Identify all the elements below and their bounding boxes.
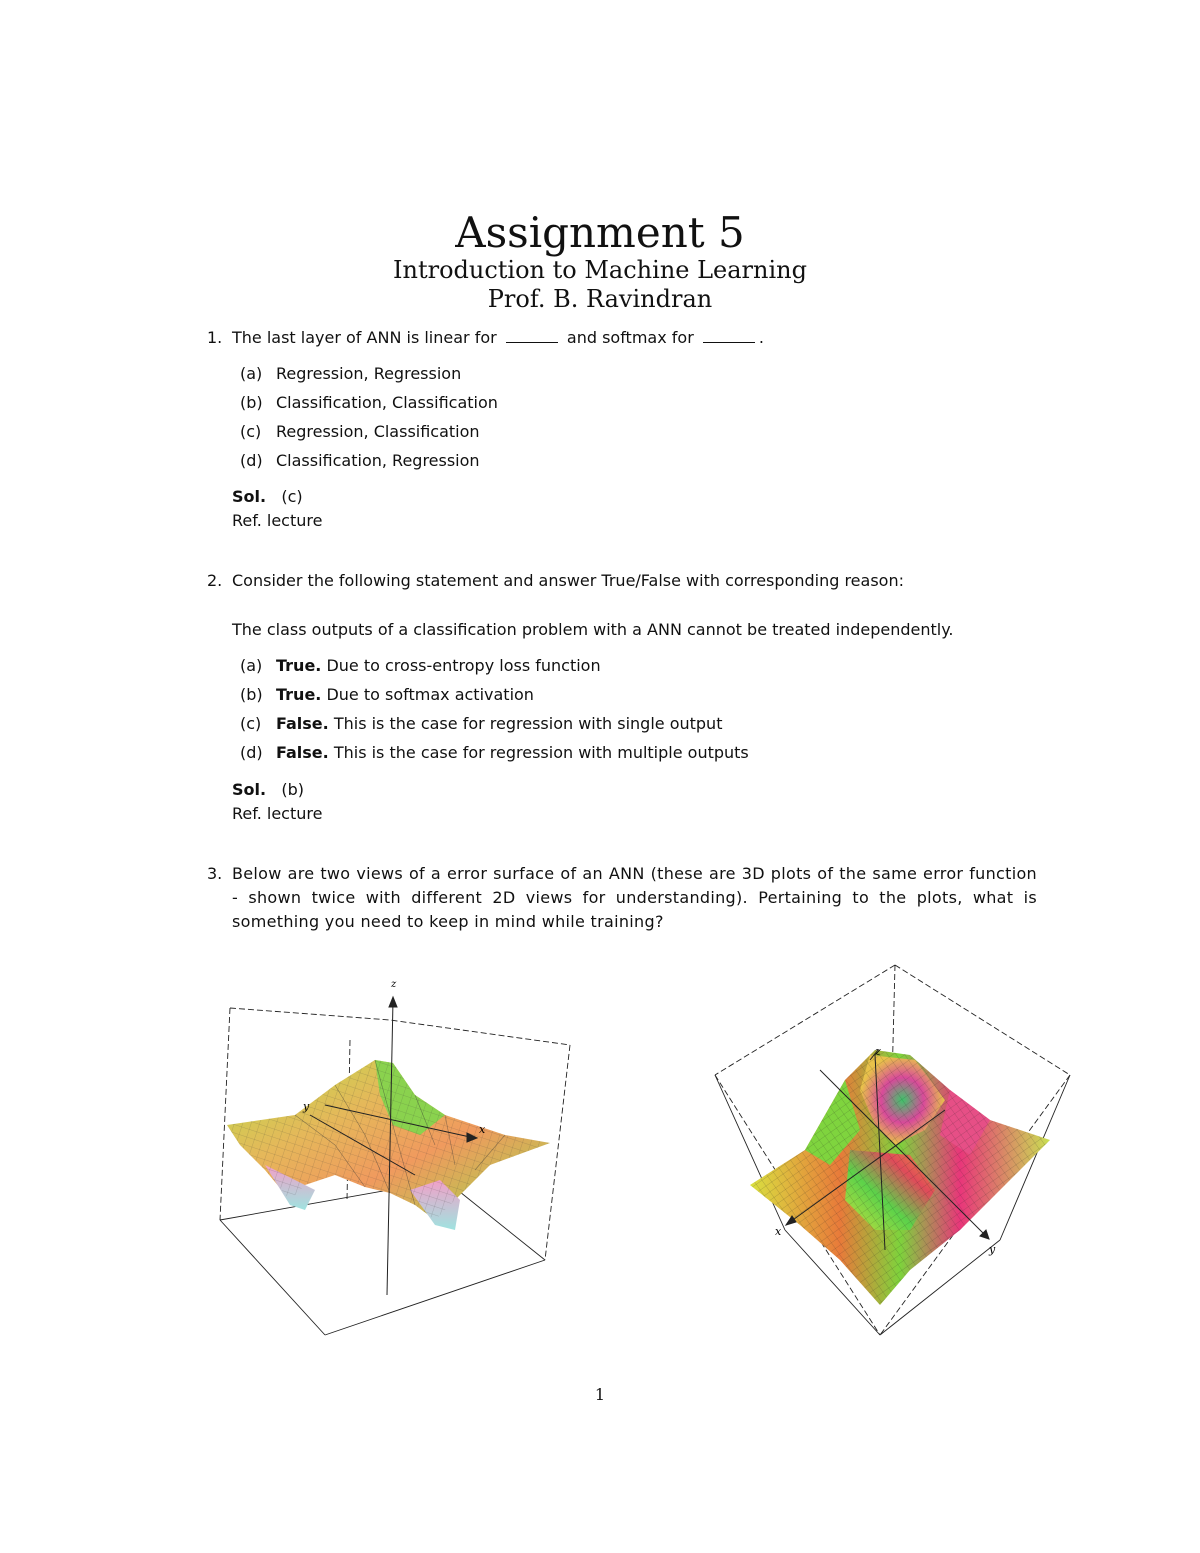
option-label: (c) xyxy=(240,714,262,733)
solution-label: Sol. xyxy=(232,780,267,799)
q2-reference: Ref. lecture xyxy=(232,804,323,823)
question-text: Consider the following statement and answer True/False with corresponding reason: xyxy=(232,571,904,590)
q1-solution xyxy=(232,485,303,509)
axis-y-label: y xyxy=(989,1243,996,1256)
q1-option-a xyxy=(240,362,461,386)
option-label: (d) xyxy=(240,743,263,762)
q1-text-before: The last layer of ANN is linear for xyxy=(232,328,497,347)
q2-solution xyxy=(232,778,304,802)
blank-line xyxy=(703,330,755,343)
q1-text-mid: and softmax for xyxy=(566,328,694,347)
option-lead: True. xyxy=(276,685,322,704)
error-surface-view-1 xyxy=(215,975,575,1340)
option-text: This is the case for regression with multiple outputs xyxy=(333,743,749,762)
option-text: Due to softmax activation xyxy=(326,685,534,704)
option-lead: True. xyxy=(276,656,322,675)
page-title: Assignment 5 xyxy=(455,208,745,257)
solution-label: Sol. xyxy=(232,487,267,506)
axis-z-label: z xyxy=(391,979,397,990)
q1-option-c xyxy=(240,420,480,444)
q2-option-a xyxy=(240,654,601,678)
axis-y-label: y xyxy=(303,1100,310,1113)
option-text: Due to cross-entropy loss function xyxy=(326,656,601,675)
option-text: This is the case for regression with single output xyxy=(333,714,723,733)
axis-x-label: x xyxy=(479,1123,486,1136)
q1-option-d xyxy=(240,449,480,473)
q1-text-end: . xyxy=(758,328,764,347)
page-number: 1 xyxy=(594,1385,606,1404)
option-label: (a) xyxy=(240,656,263,675)
axis-x-label: x xyxy=(775,1225,782,1238)
error-surface-view-2 xyxy=(710,960,1075,1340)
option-label: (c) xyxy=(240,422,262,441)
q1-reference: Ref. lecture xyxy=(232,511,323,530)
option-text: Classification, Regression xyxy=(276,451,480,470)
solution-value: (c) xyxy=(281,487,303,506)
option-label: (b) xyxy=(240,393,263,412)
q2-statement: The class outputs of a classification problem with a ANN cannot be treated independently. xyxy=(232,620,954,639)
q2-option-c xyxy=(240,712,722,736)
question-text: Below are two views of a error surface of an ANN (these are 3D plots of the same error function - shown twice with different 2D views for understanding). Pertaining to the plots, what is something you need to keep in mind while training? xyxy=(232,864,1037,931)
option-label: (a) xyxy=(240,364,263,383)
option-text: Classification, Classification xyxy=(276,393,498,412)
option-text: Regression, Regression xyxy=(276,364,462,383)
option-lead: False. xyxy=(276,743,329,762)
question-number: 1. xyxy=(207,328,223,347)
blank-line xyxy=(506,330,558,343)
professor-name: Prof. B. Ravindran xyxy=(487,285,713,313)
solution-value: (b) xyxy=(281,780,304,799)
option-label: (b) xyxy=(240,685,263,704)
question-number: 2. xyxy=(207,571,223,590)
q1-option-b xyxy=(240,391,498,415)
option-lead: False. xyxy=(276,714,329,733)
question-number: 3. xyxy=(207,864,223,883)
q2-option-b xyxy=(240,683,534,707)
option-label: (d) xyxy=(240,451,263,470)
option-text: Regression, Classification xyxy=(276,422,480,441)
course-name: Introduction to Machine Learning xyxy=(393,256,807,284)
question-text xyxy=(232,326,1037,350)
q2-option-d xyxy=(240,741,749,765)
axis-z-label: z xyxy=(875,1045,881,1058)
